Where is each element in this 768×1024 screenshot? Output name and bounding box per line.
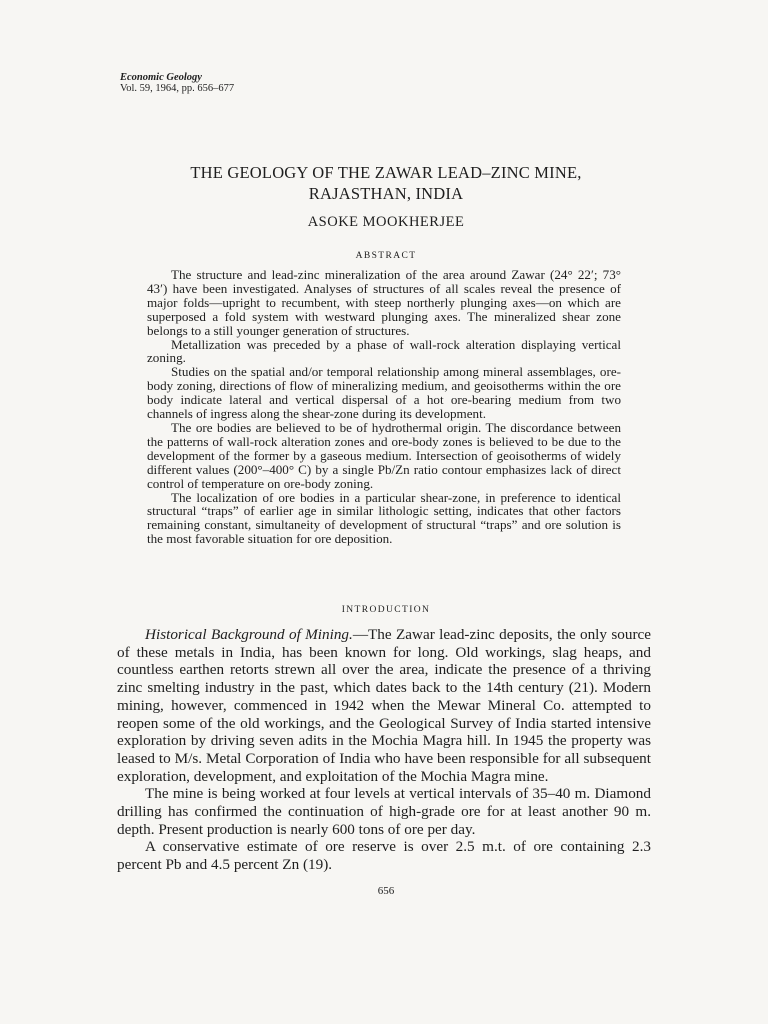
abstract-paragraph: Studies on the spatial and/or temporal relationship among mineral assemblages, ore-body zoning, directions of flow of mineralizing medium, and geoisotherms within the ore body indicate lateral and vertical dispersal of a hot ore-bearing medium from two channels of ingress along the shear-zone during its development. bbox=[147, 364, 621, 422]
abstract-paragraph: The ore bodies are believed to be of hydrothermal origin. The discordance between the patterns of wall-rock alteration zones and ore-body zones is believed to be due to the development of the former by a gaseous medium. Intersection of geoisotherms of widely different values (200°–400° C) by a single Pb/Zn ratio contour emphasizes lack of direct control of temperature on ore-body zoning. bbox=[147, 419, 621, 491]
article-title-line-2: RAJASTHAN, INDIA bbox=[308, 184, 464, 203]
section-runin-heading: Historical Background of Mining. bbox=[145, 626, 353, 643]
page-number: 656 bbox=[377, 885, 395, 897]
introduction-paragraph bbox=[117, 626, 651, 785]
introduction-paragraph: The mine is being worked at four levels at vertical intervals of 35–40 m. Diamond drilling has confirmed the continuation of high-grade ore for at least another 90 m. depth. Present production is nearly 600 tons of ore per day. bbox=[117, 785, 651, 838]
introduction-body bbox=[117, 626, 651, 874]
article-author: ASOKE MOOKHERJEE bbox=[307, 214, 465, 230]
introduction-paragraph: A conservative estimate of ore reserve is over 2.5 m.t. of ore containing 2.3 percent Pb and 4.5 percent Zn (19). bbox=[117, 838, 651, 874]
abstract-body bbox=[147, 268, 621, 546]
introduction-heading: INTRODUCTION bbox=[341, 605, 431, 615]
abstract-heading: ABSTRACT bbox=[355, 251, 417, 261]
journal-volume: Vol. 59, 1964, pp. 656–677 bbox=[120, 83, 235, 94]
journal-citation bbox=[120, 72, 234, 94]
article-title bbox=[100, 162, 672, 204]
introduction-paragraph-text: —The Zawar lead-zinc deposits, the only source of these metals in India, has been known for long. Old workings, slag heaps, and countless earthen retorts strewn all over the area, indicate the presence of a thriving zinc smelting industry in the past, which dates back to the 14th century (21). Modern mining, however, commenced in 1942 when the Mewar Mineral Co. attempted to reopen some of the old workings, and the Geological Survey of India started intensive exploration by driving seven adits in the Mochia Magra hill. In 1945 the property was leased to M/s. Metal Corporation of India who have been responsible for all subsequent exploration, development, and exploitation of the Mochia Magra mine. bbox=[117, 626, 651, 785]
abstract-paragraph: Metallization was preceded by a phase of wall-rock alteration displaying vertical zoning. bbox=[147, 336, 621, 366]
article-title-line-1: THE GEOLOGY OF THE ZAWAR LEAD–ZINC MINE, bbox=[190, 163, 582, 182]
abstract-paragraph: The localization of ore bodies in a particular shear-zone, in preference to identical structural “traps” of earlier age in similar lithologic setting, indicates that other factors remaining constant, simultaneity of development of structural “traps” and ore solution is the most favorable situation for ore deposition. bbox=[147, 489, 621, 547]
journal-name: Economic Geology bbox=[120, 72, 202, 83]
abstract-paragraph: The structure and lead-zinc mineralization of the area around Zawar (24° 22′; 73° 43′) have been investigated. Analyses of structures of all scales reveal the presence of major folds—upright to recumbent, with steep northerly plunging axes—on which are superposed a fold system with westward plunging axes. The mineralized shear zone belongs to a still younger generation of structures. bbox=[147, 267, 621, 338]
